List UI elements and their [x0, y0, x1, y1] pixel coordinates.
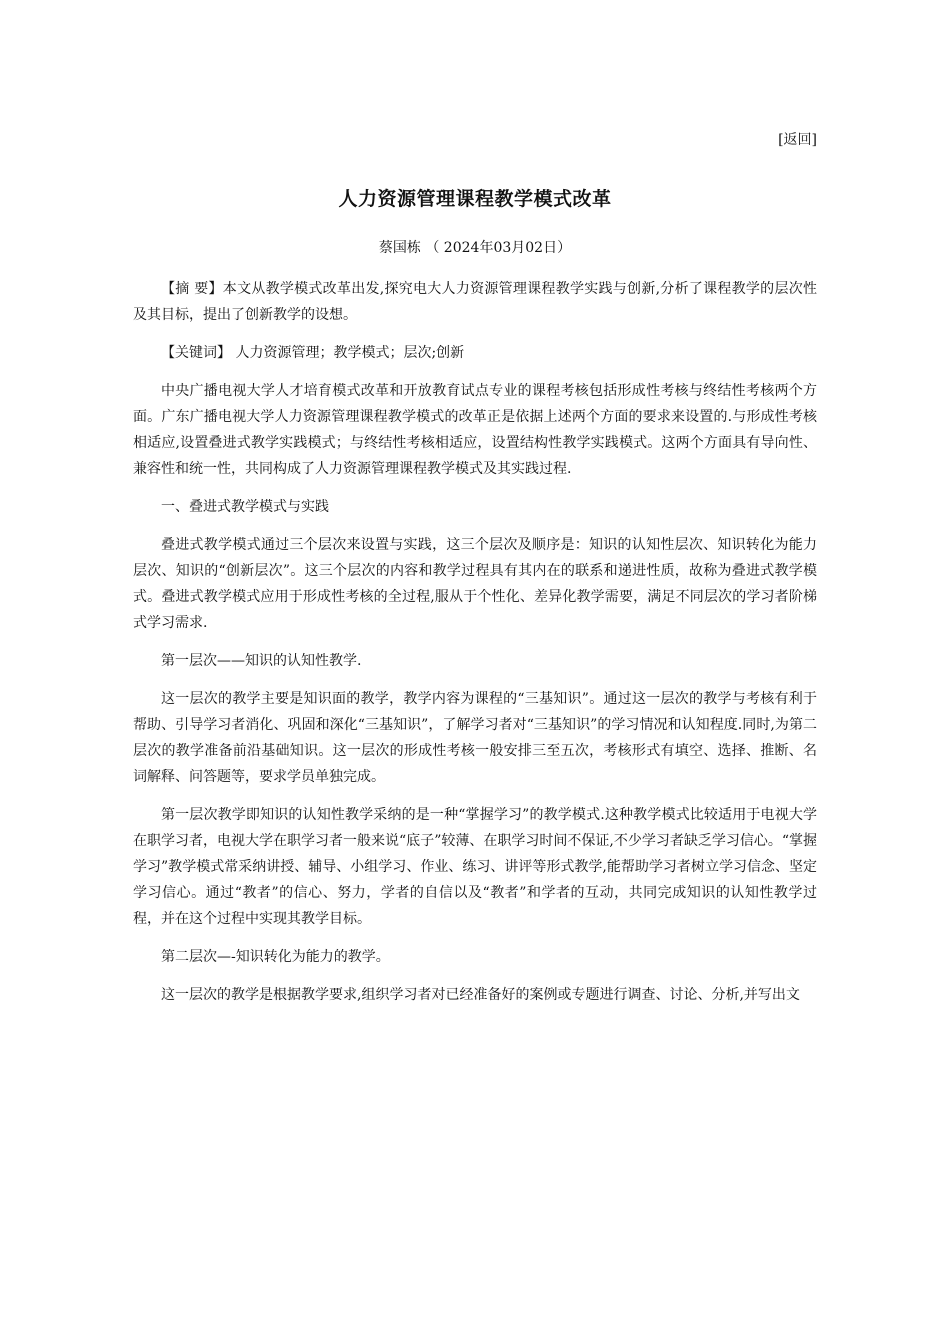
body-paragraph: 叠进式教学模式通过三个层次来设置与实践，这三个层次及顺序是：知识的认知性层次、知识转化为能力层次、知识的“创新层次”。这三个层次的内容和教学过程具有其内在的联系和递进性质，故称为叠进式教学模式。叠进式教学模式应用于形成性考核的全过程,服从于个性化、差异化教学需要，满足不同层次的学习者阶梯式学习需求. — [133, 537, 817, 631]
article-body — [133, 276, 817, 1008]
body-paragraph: 这一层次的教学主要是知识面的教学，教学内容为课程的“三基知识”。通过这一层次的教学与考核有利于帮助、引导学习者消化、巩固和深化“三基知识”，了解学习者对“三基知识”的学习情况和认知程度.同时,为第二层次的教学准备前沿基础知识。这一层次的形成性考核一般安排三至五次，考核形式有填空、选择、推断、名词解释、问答题等，要求学员单独完成。 — [133, 691, 817, 785]
publish-date: （ 2024年03月02日） — [425, 240, 572, 256]
body-paragraph: 第一层次教学即知识的认知性教学采纳的是一种“掌握学习”的教学模式.这种教学模式比较适用于电视大学在职学习者，电视大学在职学习者一般来说“底子”较薄、在职学习时间不保证,不少学习者缺乏学习信心。“掌握学习”教学模式常采纳讲授、辅导、小组学习、作业、练习、讲评等形式教学,能帮助学习者树立学习信念、坚定学习信心。通过“教者”的信心、努力，学者的自信以及“教者”和学者的互动，共同完成知识的认知性教学过程，并在这个过程中实现其教学目标。 — [133, 807, 817, 927]
abstract — [133, 276, 817, 328]
article-byline — [0, 237, 950, 257]
subsection-heading: 第二层次—-知识转化为能力的教学。 — [161, 949, 390, 965]
body-paragraph: 这一层次的教学是根据教学要求,组织学习者对已经准备好的案例或专题进行调查、讨论、分析,并写出文 — [161, 987, 800, 1003]
subsection-heading: 第一层次——知识的认知性教学. — [161, 653, 362, 669]
body-paragraph: 中央广播电视大学人才培育模式改革和开放教育试点专业的课程考核包括形成性考核与终结性考核两个方面。广东广播电视大学人力资源管理课程教学模式的改革正是依据上述两个方面的要求来设置的.与形成性考核相适应,设置叠进式教学实践模式；与终结性考核相适应，设置结构性教学实践模式。这两个方面具有导向性、兼容性和统一性，共同构成了人力资源管理课程教学模式及其实践过程. — [133, 383, 817, 477]
author-name: 蔡国栋 — [378, 240, 421, 256]
article-title: 人力资源管理课程教学模式改革 — [338, 188, 612, 210]
abstract-text: 本文从教学模式改革出发,探究电大人力资源管理课程教学实践与创新,分析了课程教学的层次性及其目标，提出了创新教学的设想。 — [133, 281, 817, 323]
keywords-text: 人力资源管理；教学模式；层次;创新 — [231, 345, 465, 361]
keywords-label: 【关键词】 — [161, 345, 231, 361]
abstract-label: 【摘 要】 — [161, 281, 223, 297]
section-heading: 一、叠进式教学模式与实践 — [161, 499, 329, 515]
back-link[interactable]: [返回] — [778, 132, 817, 148]
keywords — [133, 340, 817, 366]
